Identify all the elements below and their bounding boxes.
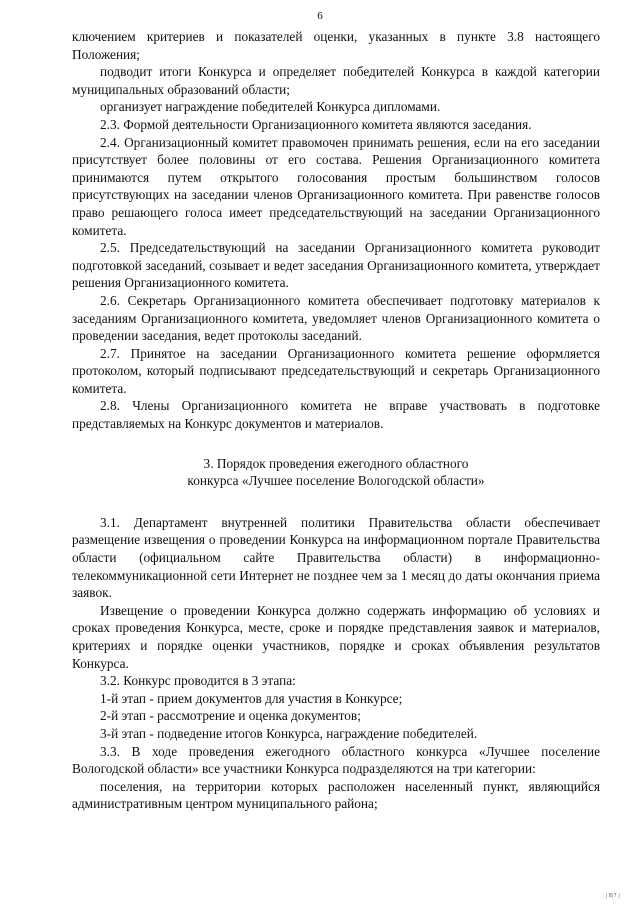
paragraph: 2.4. Организационный комитет правомочен принимать решения, если на его заседании присутствует более половины от его состава. Решения Организационного комитета принимаются путем открытого голосования простым большинством голосов присутствующих на заседании членов Организационного комитета. При равенстве голосов право решающего голоса имеет председательствующий на заседании Организационного комитета. (72, 134, 600, 238)
paragraph: 3.2. Конкурс проводится в 3 этапа: (100, 673, 296, 689)
section-heading-line: 3. Порядок проведения ежегодного областного (203, 455, 469, 471)
paragraph: организует награждение победителей Конкурса дипломами. (100, 99, 441, 115)
paragraph: 2-й этап - рассмотрение и оценка документов; (100, 708, 361, 724)
section-heading (72, 455, 600, 490)
paragraph: Извещение о проведении Конкурса должно содержать информацию об условиях и сроках проведения Конкурса, месте, сроке и порядке представления заявок и материалов, критериях и порядке оценки участников, порядке и сроках объявления результатов Конкурса. (72, 602, 600, 671)
paragraph: 2.8. Члены Организационного комитета не вправе участвовать в подготовке представляемых на Конкурс документов и материалов. (72, 398, 600, 432)
paragraph: 3.3. В ходе проведения ежегодного областного конкурса «Лучшее поселение Вологодской области» все участники Конкурса подразделяются на три категории: (72, 743, 600, 777)
paragraph: подводит итоги Конкурса и определяет победителей Конкурса в каждой категории муниципальных образований области; (72, 64, 600, 97)
paragraph: 3-й этап - подведение итогов Конкурса, награждение победителей. (100, 725, 478, 741)
document-body (72, 28, 600, 813)
paragraph: 1-й этап - прием документов для участия в Конкурсе; (100, 690, 403, 706)
paragraph: 3.1. Департамент внутренней политики Правительства области обеспечивает размещение извещения о проведении Конкурса на информационном портале Правительства области (официальном сайте Правительства области) в информационно-телекоммуникационной сети Интернет не позднее чем за 1 месяц до даты окончания приема заявок. (72, 514, 600, 601)
paragraph: 2.5. Председательствующий на заседании Организационного комитета руководит подготовкой заседаний, созывает и ведет заседания Организационного комитета, утверждает решения Организационного комитета. (72, 240, 600, 291)
page-number: 6 (317, 10, 323, 22)
section-heading-line: конкурса «Лучшее поселение Вологодской области» (187, 473, 485, 489)
corner-mark: | 8|7 | (605, 893, 620, 899)
paragraph: ключением критериев и показателей оценки, указанных в пункте 3.8 настоящего Положения; (72, 29, 600, 62)
paragraph: 2.6. Секретарь Организационного комитета обеспечивает подготовку материалов к заседаниям Организационного комитета, уведомляет членов Организационного комитета о проведении заседания, ведет протоколы заседаний. (72, 292, 600, 344)
paragraph: 2.7. Принятое на заседании Организационного комитета решение оформляется протоколом, который подписывают председательствующий и секретарь Организационного комитета. (72, 345, 600, 396)
paragraph: 2.3. Формой деятельности Организационного комитета являются заседания. (100, 116, 532, 132)
paragraph: поселения, на территории которых расположен населенный пункт, являющийся административным центром муниципального района; (72, 778, 600, 812)
